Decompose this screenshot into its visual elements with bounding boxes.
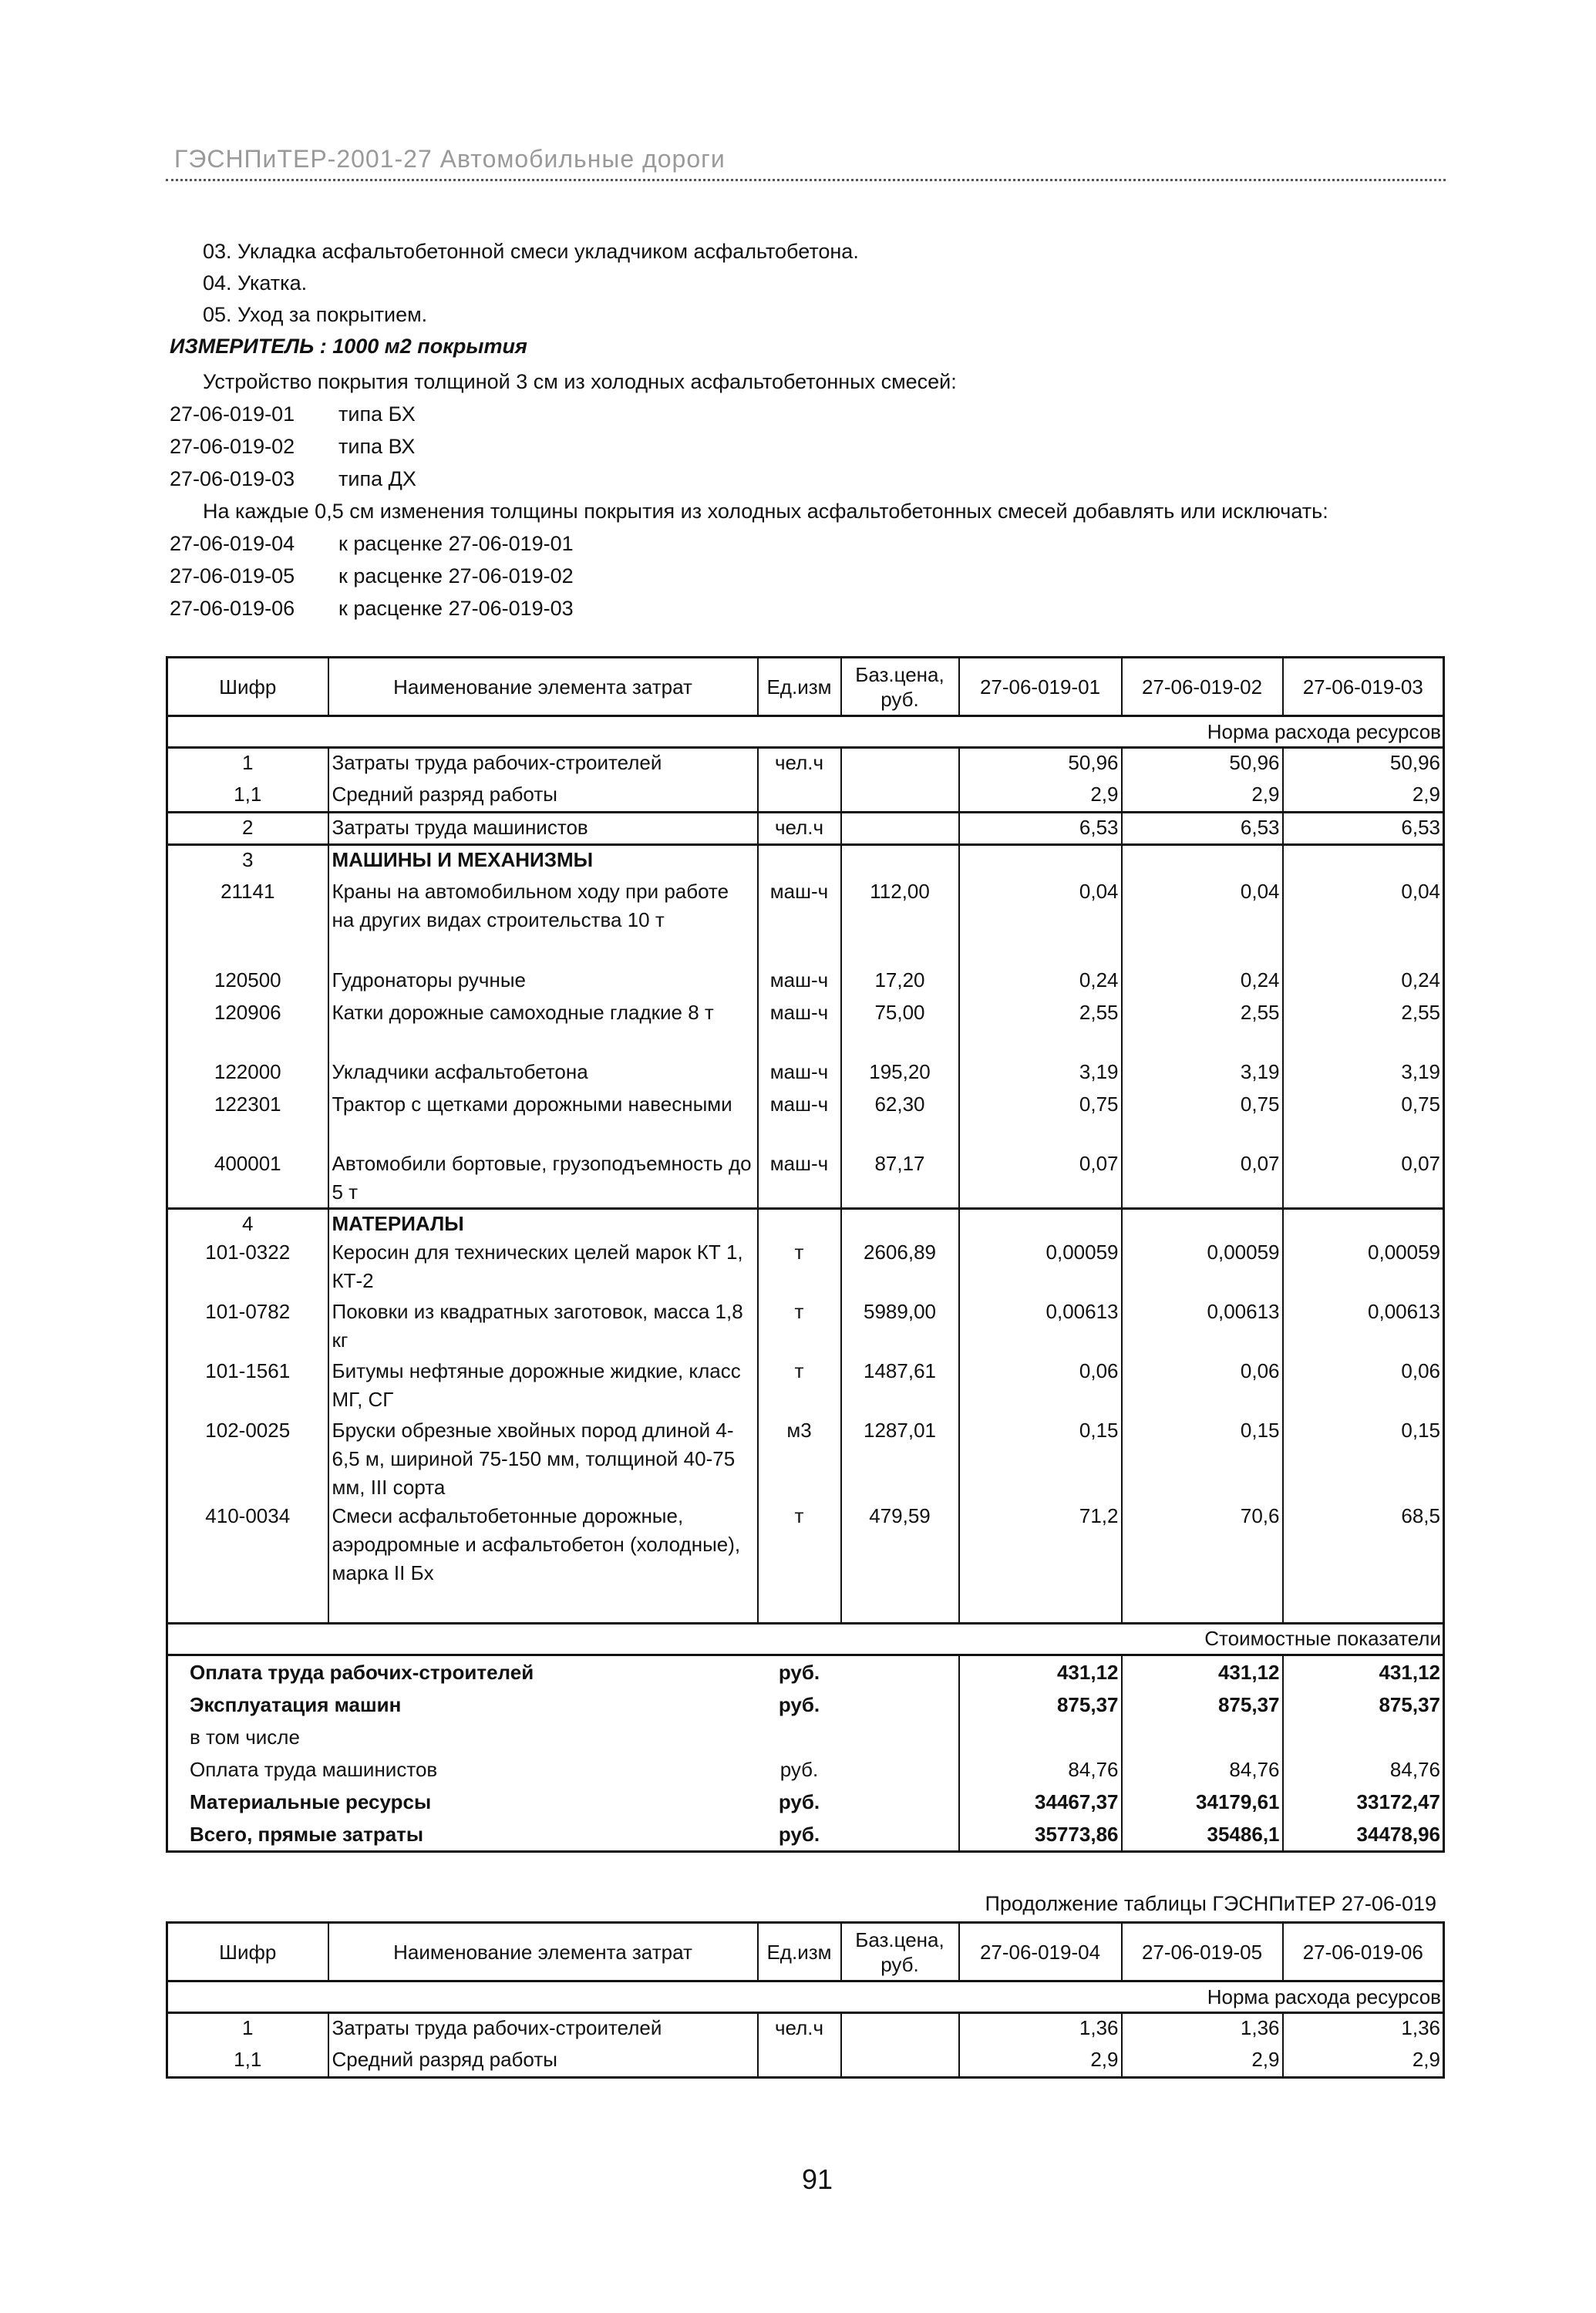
cost-row	[167, 1786, 1444, 1818]
row-code: 1	[242, 2016, 254, 2039]
column-header: 27-06-019-03	[1283, 658, 1444, 716]
row-code: 122000	[214, 1059, 281, 1083]
row-code: 101-1561	[205, 1359, 291, 1382]
row-name: Трактор с щетками дорожными навесными	[328, 1090, 758, 1150]
resource-table	[166, 656, 1445, 1853]
row-value: 0,15	[1122, 1416, 1283, 1502]
row-unit: маш-ч	[758, 1058, 841, 1090]
running-header: ГЭСНПиТЕР-2001-27 Автомобильные дороги	[174, 145, 726, 173]
row-name: Автомобили бортовые, грузоподъемность до 5 т	[328, 1150, 758, 1209]
row-price: 5989,00	[841, 1298, 959, 1357]
table-row	[167, 966, 1444, 998]
header-divider	[166, 179, 1446, 181]
row-name: Гудронаторы ручные	[328, 966, 758, 998]
code-description: типа БХ	[338, 402, 416, 426]
table-row	[167, 1058, 1444, 1090]
cost-header-row	[167, 1623, 1444, 1655]
cost-value: 431,12	[1283, 1655, 1444, 1688]
code-3: 27-06-019-03	[170, 467, 295, 490]
step-03: 03. Укладка асфальтобетонной смеси укладчиком асфальтобетона.	[203, 240, 859, 263]
code-1: 27-06-019-04	[170, 532, 295, 555]
intro-2: На каждые 0,5 см изменения толщины покрытия из холодных асфальтобетонных смесей добавлять или исключать:	[203, 500, 1328, 523]
cost-row	[167, 1818, 1444, 1852]
cost-label: Стоимостные показатели	[167, 1623, 1444, 1655]
row-value: 2,9	[1283, 2045, 1444, 2078]
cost-unit: руб.	[778, 1789, 820, 1813]
cost-value: 431,12	[1122, 1655, 1283, 1688]
row-value: 0,06	[1122, 1357, 1283, 1416]
row-price	[841, 845, 959, 877]
table-row	[167, 1298, 1444, 1357]
row-code: 410-0034	[205, 1504, 291, 1527]
row-name: Затраты труда машинистов	[328, 813, 758, 845]
row-name: Затраты труда рабочих-строителей	[328, 748, 758, 780]
row-value: 1,36	[1122, 2013, 1283, 2045]
cost-price	[841, 1818, 959, 1852]
column-header: 27-06-019-01	[959, 658, 1122, 716]
column-header: Ед.изм	[758, 658, 841, 716]
norm-row	[167, 1981, 1444, 2013]
cost-value: 875,37	[1283, 1688, 1444, 1721]
row-unit: маш-ч	[758, 998, 841, 1058]
table-row	[167, 2013, 1444, 2045]
row-value: 0,06	[1283, 1357, 1444, 1416]
row-value: 0,75	[1283, 1090, 1444, 1150]
table-row	[167, 813, 1444, 845]
row-value: 50,96	[959, 748, 1122, 780]
row-price: 112,00	[841, 877, 959, 966]
row-value: 0,04	[1122, 877, 1283, 966]
row-value: 0,00613	[1283, 1298, 1444, 1357]
code-description: типа ВХ	[338, 435, 416, 458]
row-name: Керосин для технических целей марок КТ 1, КТ-2	[328, 1238, 758, 1298]
row-code: 120906	[214, 1000, 281, 1024]
cost-value: 431,12	[959, 1655, 1122, 1688]
table-row	[167, 877, 1444, 966]
row-value: 2,9	[1283, 780, 1444, 813]
row-price: 2606,89	[841, 1238, 959, 1298]
cost-price	[841, 1753, 959, 1786]
row-price: 17,20	[841, 966, 959, 998]
cost-value: 35486,1	[1122, 1818, 1283, 1852]
row-value: 0,04	[959, 877, 1122, 966]
cost-name: Оплата труда рабочих-строителей	[190, 1660, 534, 1684]
cost-value: 84,76	[959, 1753, 1122, 1786]
table-row	[167, 748, 1444, 780]
row-value: 0,00059	[1122, 1238, 1283, 1298]
row-code: 101-0322	[205, 1241, 291, 1264]
row-price: 75,00	[841, 998, 959, 1058]
row-value: 1,36	[959, 2013, 1122, 2045]
code-2: 27-06-019-05	[170, 564, 295, 588]
row-value: 0,07	[1122, 1150, 1283, 1209]
row-value: 2,9	[959, 780, 1122, 813]
cost-name: Эксплуатация машин	[190, 1692, 402, 1716]
cost-price	[841, 1655, 959, 1688]
row-unit: маш-ч	[758, 1090, 841, 1150]
row-value: 0,07	[1283, 1150, 1444, 1209]
column-header: 27-06-019-05	[1122, 1923, 1283, 1981]
row-name: Катки дорожные самоходные гладкие 8 т	[328, 998, 758, 1058]
row-price: 195,20	[841, 1058, 959, 1090]
row-value: 0,24	[1283, 966, 1444, 998]
row-unit: маш-ч	[758, 877, 841, 966]
code-description: к расценке 27-06-019-02	[338, 564, 574, 588]
row-value: 0,00613	[959, 1298, 1122, 1357]
cost-value	[1283, 1721, 1444, 1753]
row-value: 68,5	[1283, 1502, 1444, 1623]
row-value: 0,15	[1283, 1416, 1444, 1502]
row-value: 50,96	[1283, 748, 1444, 780]
row-value: 2,9	[1122, 780, 1283, 813]
cost-value: 34179,61	[1122, 1786, 1283, 1818]
cost-row	[167, 1655, 1444, 1688]
row-value: 2,9	[1122, 2045, 1283, 2078]
table-row	[167, 2045, 1444, 2078]
row-value	[1283, 845, 1444, 877]
cost-unit: руб.	[779, 1757, 819, 1781]
row-code: 1,1	[234, 2047, 262, 2071]
row-value: 3,19	[959, 1058, 1122, 1090]
cost-value: 875,37	[1122, 1688, 1283, 1721]
table-row	[167, 1502, 1444, 1623]
row-price: 87,17	[841, 1150, 959, 1209]
table-row	[167, 1090, 1444, 1150]
cost-price	[841, 1688, 959, 1721]
code-1: 27-06-019-01	[170, 402, 295, 426]
row-unit	[758, 845, 841, 877]
cost-unit: руб.	[778, 1822, 820, 1846]
code-2: 27-06-019-02	[170, 435, 295, 458]
table-row	[167, 1209, 1444, 1239]
row-price: 62,30	[841, 1090, 959, 1150]
row-name: Краны на автомобильном ходу при работе на других видах строительства 10 т	[328, 877, 758, 966]
cost-value: 35773,86	[959, 1818, 1122, 1852]
row-value: 0,00059	[959, 1238, 1122, 1298]
row-value	[1122, 845, 1283, 877]
row-name: Средний разряд работы	[328, 2045, 758, 2078]
row-value: 0,24	[1122, 966, 1283, 998]
row-code: 101-0782	[205, 1300, 291, 1323]
row-unit: чел.ч	[758, 813, 841, 845]
header-row	[167, 658, 1444, 716]
cost-unit	[758, 1721, 841, 1753]
column-header: Баз.цена, руб.	[841, 1923, 959, 1981]
row-unit: чел.ч	[758, 2013, 841, 2045]
column-header: Наименование элемента затрат	[328, 1923, 758, 1981]
cost-name: Материальные ресурсы	[190, 1789, 432, 1813]
meter-label: ИЗМЕРИТЕЛЬ : 1000 м2 покрытия	[170, 335, 527, 358]
row-unit: маш-ч	[758, 966, 841, 998]
row-value: 0,04	[1283, 877, 1444, 966]
cost-value: 34478,96	[1283, 1818, 1444, 1852]
row-value	[1122, 1209, 1283, 1239]
cost-name: Оплата труда машинистов	[190, 1757, 438, 1781]
row-price	[841, 1209, 959, 1239]
table-row	[167, 998, 1444, 1058]
row-price	[841, 2013, 959, 2045]
column-header: Ед.изм	[758, 1923, 841, 1981]
row-unit: т	[758, 1357, 841, 1416]
row-price	[841, 780, 959, 813]
cost-name: в том числе	[190, 1725, 300, 1749]
column-header: 27-06-019-04	[959, 1923, 1122, 1981]
cost-value: 875,37	[959, 1688, 1122, 1721]
row-value: 6,53	[1283, 813, 1444, 845]
row-value: 71,2	[959, 1502, 1122, 1623]
row-unit	[758, 2045, 841, 2078]
row-unit: м3	[758, 1416, 841, 1502]
row-value: 0,75	[959, 1090, 1122, 1150]
step-04: 04. Укатка.	[203, 271, 308, 295]
row-name: МАТЕРИАЛЫ	[328, 1209, 758, 1239]
row-unit	[758, 780, 841, 813]
row-code: 2	[167, 813, 328, 845]
row-value: 0,06	[959, 1357, 1122, 1416]
cost-price	[841, 1721, 959, 1753]
cost-unit: руб.	[778, 1660, 820, 1684]
row-price	[841, 2045, 959, 2078]
intro-1: Устройство покрытия толщиной 3 см из холодных асфальтобетонных смесей:	[203, 370, 957, 393]
code-description: типа ДХ	[338, 467, 416, 490]
cost-name: Всего, прямые затраты	[190, 1822, 424, 1846]
cost-value: 84,76	[1283, 1753, 1444, 1786]
row-value: 0,15	[959, 1416, 1122, 1502]
step-05: 05. Уход за покрытием.	[203, 303, 428, 326]
column-header: 27-06-019-02	[1122, 658, 1283, 716]
row-code: 1,1	[234, 782, 262, 806]
cost-row	[167, 1721, 1444, 1753]
table-continuation-caption: Продолжение таблицы ГЭСНПиТЕР 27-06-019	[985, 1892, 1436, 1915]
cost-price	[841, 1786, 959, 1818]
row-unit: маш-ч	[758, 1150, 841, 1209]
row-value: 2,55	[959, 998, 1122, 1058]
row-name: Укладчики асфальтобетона	[328, 1058, 758, 1090]
table-row	[167, 1238, 1444, 1298]
code-description: к расценке 27-06-019-01	[338, 532, 574, 555]
column-header: Шифр	[167, 658, 328, 716]
header-row	[167, 1923, 1444, 1981]
row-value: 0,00059	[1283, 1238, 1444, 1298]
row-price: 1287,01	[841, 1416, 959, 1502]
row-name: Затраты труда рабочих-строителей	[328, 2013, 758, 2045]
cost-value	[959, 1721, 1122, 1753]
row-value: 3,19	[1283, 1058, 1444, 1090]
row-value: 2,55	[1283, 998, 1444, 1058]
row-value	[959, 845, 1122, 877]
row-value: 2,9	[959, 2045, 1122, 2078]
row-value	[1283, 1209, 1444, 1239]
norm-row	[167, 716, 1444, 748]
row-name: Поковки из квадратных заготовок, масса 1,8 кг	[328, 1298, 758, 1357]
row-name: Бруски обрезные хвойных пород длиной 4-6,5 м, шириной 75-150 мм, толщиной 40-75 мм, III сорта	[328, 1416, 758, 1502]
row-code: 3	[167, 845, 328, 877]
row-value: 2,55	[1122, 998, 1283, 1058]
row-code: 21141	[221, 879, 275, 903]
table-row	[167, 845, 1444, 877]
row-name: Средний разряд работы	[328, 780, 758, 813]
column-header: Шифр	[167, 1923, 328, 1981]
row-name: Смеси асфальтобетонные дорожные, аэродромные и асфальтобетон (холодные), марка II Бх	[328, 1502, 758, 1623]
cost-value	[1122, 1721, 1283, 1753]
row-value	[959, 1209, 1122, 1239]
row-value: 6,53	[1122, 813, 1283, 845]
code-3: 27-06-019-06	[170, 597, 295, 620]
row-name: Битумы нефтяные дорожные жидкие, класс МГ, СГ	[328, 1357, 758, 1416]
row-value: 3,19	[1122, 1058, 1283, 1090]
column-header: Баз.цена, руб.	[841, 658, 959, 716]
row-code: 102-0025	[205, 1419, 291, 1442]
row-value: 0,24	[959, 966, 1122, 998]
norm-label: Норма расхода ресурсов	[167, 716, 1444, 748]
cost-value: 84,76	[1122, 1753, 1283, 1786]
cost-row	[167, 1753, 1444, 1786]
cost-unit: руб.	[778, 1692, 820, 1716]
table-row	[167, 780, 1444, 813]
row-value: 50,96	[1122, 748, 1283, 780]
cost-row	[167, 1688, 1444, 1721]
row-price	[841, 813, 959, 845]
row-value: 6,53	[959, 813, 1122, 845]
cost-value: 33172,47	[1283, 1786, 1444, 1818]
page-number: 91	[802, 2163, 833, 2195]
table-row	[167, 1416, 1444, 1502]
row-value: 0,07	[959, 1150, 1122, 1209]
row-code: 1	[242, 751, 254, 774]
row-name: МАШИНЫ И МЕХАНИЗМЫ	[328, 845, 758, 877]
resource-table-continuation	[166, 1921, 1445, 2079]
row-unit: т	[758, 1502, 841, 1623]
column-header: Наименование элемента затрат	[328, 658, 758, 716]
norm-label: Норма расхода ресурсов	[167, 1981, 1444, 2013]
code-description: к расценке 27-06-019-03	[338, 597, 574, 620]
row-value: 70,6	[1122, 1502, 1283, 1623]
row-price: 479,59	[841, 1502, 959, 1623]
row-price	[841, 748, 959, 780]
cost-value: 34467,37	[959, 1786, 1122, 1818]
row-unit: чел.ч	[758, 748, 841, 780]
table-row	[167, 1150, 1444, 1209]
row-code: 400001	[214, 1151, 281, 1175]
row-value: 0,00613	[1122, 1298, 1283, 1357]
row-value: 0,75	[1122, 1090, 1283, 1150]
row-code: 120500	[214, 968, 281, 992]
row-code: 122301	[214, 1092, 281, 1116]
row-unit	[758, 1209, 841, 1239]
row-unit: т	[758, 1238, 841, 1298]
row-code: 4	[167, 1209, 328, 1239]
table-row	[167, 1357, 1444, 1416]
row-value: 1,36	[1283, 2013, 1444, 2045]
column-header: 27-06-019-06	[1283, 1923, 1444, 1981]
row-price: 1487,61	[841, 1357, 959, 1416]
row-unit: т	[758, 1298, 841, 1357]
